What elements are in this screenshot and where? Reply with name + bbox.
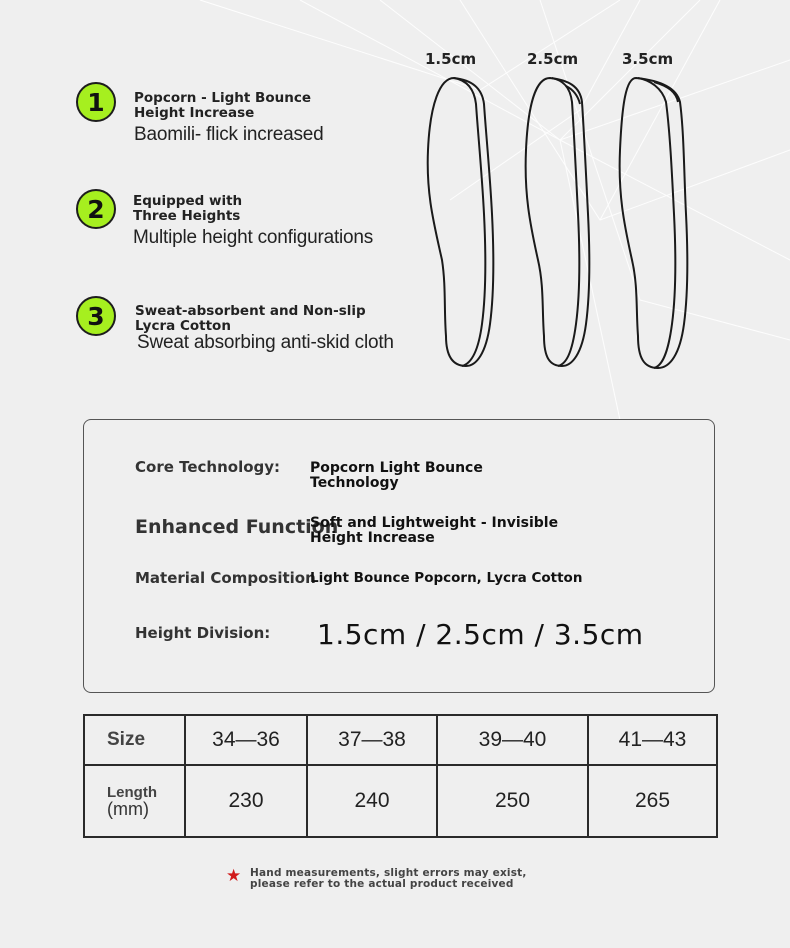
size-row [84, 715, 717, 765]
height-division-label: Height Division: [135, 624, 271, 642]
material-composition-label: Material Composition [135, 569, 316, 587]
star-icon: ★ [226, 866, 242, 886]
size-cell: 39—40 [437, 715, 588, 765]
material-composition-value: Light Bounce Popcorn, Lycra Cotton [310, 570, 583, 586]
note-text: Hand measurements, slight errors may exist, please refer to the actual product received [250, 867, 527, 890]
size-cell: 37—38 [307, 715, 437, 765]
measurement-note [226, 866, 526, 894]
feature-1 [76, 82, 436, 152]
spec-panel [83, 419, 715, 693]
feature-1-title: Popcorn - Light Bounce Height Increase [134, 90, 311, 121]
insole-label-1: 1.5cm [425, 50, 477, 68]
insole-2-image [520, 74, 604, 374]
number-badge-2: 2 [76, 189, 116, 229]
size-cell: 34—36 [185, 715, 307, 765]
insole-3-image [614, 74, 698, 374]
enhanced-function-label: Enhanced Function [135, 516, 339, 538]
feature-2-description: Multiple height configurations [133, 227, 374, 248]
feature-2 [76, 189, 436, 259]
length-cell: 230 [185, 765, 307, 837]
length-cell: 240 [307, 765, 437, 837]
core-technology-label: Core Technology: [135, 458, 281, 476]
insole-label-3: 3.5cm [622, 50, 674, 68]
size-cell: 41—43 [588, 715, 717, 765]
number-badge-1: 1 [76, 82, 116, 122]
length-cell: 265 [588, 765, 717, 837]
insole-label-2: 2.5cm [527, 50, 579, 68]
height-division-value: 1.5cm / 2.5cm / 3.5cm [317, 618, 644, 651]
size-header: Size [84, 715, 185, 765]
length-row [84, 765, 717, 837]
size-table [83, 714, 718, 838]
length-header-label: Length [107, 783, 157, 801]
length-header [84, 765, 185, 837]
feature-3-description: Sweat absorbing anti-skid cloth [137, 332, 394, 353]
feature-1-description: Baomili- flick increased [134, 124, 324, 145]
length-cell: 250 [437, 765, 588, 837]
number-badge-3: 3 [76, 296, 116, 336]
feature-2-title: Equipped with Three Heights [133, 193, 243, 224]
length-header-unit: (mm) [107, 798, 149, 819]
core-technology-value: Popcorn Light Bounce Technology [310, 460, 483, 491]
feature-3 [76, 296, 436, 366]
enhanced-function-value: Soft and Lightweight - Invisible Height Increase [310, 515, 559, 546]
insole-1-image [420, 74, 504, 374]
feature-3-title: Sweat-absorbent and Non-slip Lycra Cotton [135, 303, 366, 334]
